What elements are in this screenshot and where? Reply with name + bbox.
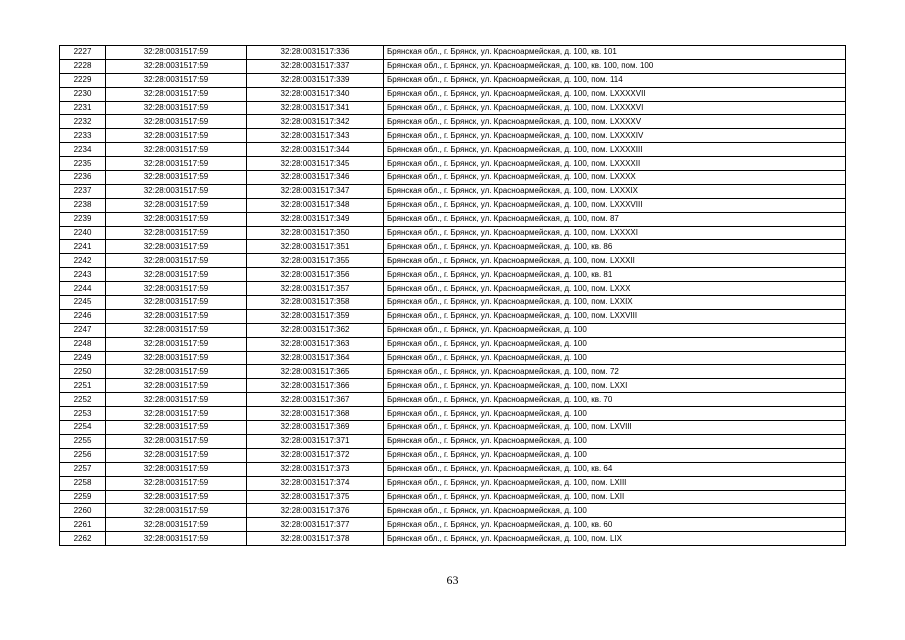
cadastral-number: 32:28:0031517:363	[247, 337, 384, 351]
address: Брянская обл., г. Брянск, ул. Красноармейская, д. 100, пом. LXXVIII	[384, 309, 846, 323]
address: Брянская обл., г. Брянск, ул. Красноармейская, д. 100, пом. LXXXVIII	[384, 198, 846, 212]
row-number: 2227	[60, 46, 106, 60]
row-number: 2236	[60, 171, 106, 185]
row-number: 2239	[60, 212, 106, 226]
row-number: 2234	[60, 143, 106, 157]
cadastral-number: 32:28:0031517:376	[247, 504, 384, 518]
table-row	[60, 337, 846, 351]
row-number: 2240	[60, 226, 106, 240]
table-row	[60, 476, 846, 490]
parent-cadastral-number: 32:28:0031517:59	[106, 171, 247, 185]
address: Брянская обл., г. Брянск, ул. Красноармейская, д. 100, пом. LXXXXVI	[384, 101, 846, 115]
table-row	[60, 490, 846, 504]
parent-cadastral-number: 32:28:0031517:59	[106, 87, 247, 101]
cadastral-number: 32:28:0031517:373	[247, 462, 384, 476]
parent-cadastral-number: 32:28:0031517:59	[106, 351, 247, 365]
address: Брянская обл., г. Брянск, ул. Красноармейская, д. 100, пом. LXXIX	[384, 296, 846, 310]
parent-cadastral-number: 32:28:0031517:59	[106, 73, 247, 87]
parent-cadastral-number: 32:28:0031517:59	[106, 462, 247, 476]
parent-cadastral-number: 32:28:0031517:59	[106, 226, 247, 240]
row-number: 2241	[60, 240, 106, 254]
row-number: 2232	[60, 115, 106, 129]
table-row	[60, 184, 846, 198]
parent-cadastral-number: 32:28:0031517:59	[106, 115, 247, 129]
address: Брянская обл., г. Брянск, ул. Красноармейская, д. 100, пом. LXXXXIII	[384, 143, 846, 157]
cadastral-number: 32:28:0031517:377	[247, 518, 384, 532]
address: Брянская обл., г. Брянск, ул. Красноармейская, д. 100, пом. LXIII	[384, 476, 846, 490]
parent-cadastral-number: 32:28:0031517:59	[106, 268, 247, 282]
cadastral-number: 32:28:0031517:345	[247, 157, 384, 171]
table-row	[60, 226, 846, 240]
address: Брянская обл., г. Брянск, ул. Красноармейская, д. 100	[384, 351, 846, 365]
parent-cadastral-number: 32:28:0031517:59	[106, 282, 247, 296]
row-number: 2260	[60, 504, 106, 518]
cadastral-number: 32:28:0031517:355	[247, 254, 384, 268]
row-number: 2247	[60, 323, 106, 337]
registry-sheet	[59, 45, 845, 546]
address: Брянская обл., г. Брянск, ул. Красноармейская, д. 100	[384, 407, 846, 421]
table-row	[60, 101, 846, 115]
address: Брянская обл., г. Брянск, ул. Красноармейская, д. 100, пом. 72	[384, 365, 846, 379]
row-number: 2262	[60, 532, 106, 546]
registry-table	[59, 45, 846, 546]
table-row	[60, 421, 846, 435]
address: Брянская обл., г. Брянск, ул. Красноармейская, д. 100, пом. LXXXXI	[384, 226, 846, 240]
parent-cadastral-number: 32:28:0031517:59	[106, 365, 247, 379]
parent-cadastral-number: 32:28:0031517:59	[106, 184, 247, 198]
address: Брянская обл., г. Брянск, ул. Красноармейская, д. 100, пом. LXXXXVII	[384, 87, 846, 101]
table-row	[60, 393, 846, 407]
cadastral-number: 32:28:0031517:346	[247, 171, 384, 185]
parent-cadastral-number: 32:28:0031517:59	[106, 421, 247, 435]
address: Брянская обл., г. Брянск, ул. Красноармейская, д. 100, пом. LXII	[384, 490, 846, 504]
table-row	[60, 87, 846, 101]
cadastral-number: 32:28:0031517:337	[247, 59, 384, 73]
row-number: 2254	[60, 421, 106, 435]
row-number: 2230	[60, 87, 106, 101]
cadastral-number: 32:28:0031517:341	[247, 101, 384, 115]
row-number: 2246	[60, 309, 106, 323]
parent-cadastral-number: 32:28:0031517:59	[106, 532, 247, 546]
cadastral-number: 32:28:0031517:339	[247, 73, 384, 87]
address: Брянская обл., г. Брянск, ул. Красноармейская, д. 100	[384, 504, 846, 518]
parent-cadastral-number: 32:28:0031517:59	[106, 143, 247, 157]
table-row	[60, 254, 846, 268]
address: Брянская обл., г. Брянск, ул. Красноармейская, д. 100, пом. LXXXXV	[384, 115, 846, 129]
cadastral-number: 32:28:0031517:368	[247, 407, 384, 421]
cadastral-number: 32:28:0031517:367	[247, 393, 384, 407]
address: Брянская обл., г. Брянск, ул. Красноармейская, д. 100, кв. 60	[384, 518, 846, 532]
cadastral-number: 32:28:0031517:348	[247, 198, 384, 212]
registry-table-body	[60, 46, 846, 546]
table-row	[60, 532, 846, 546]
parent-cadastral-number: 32:28:0031517:59	[106, 240, 247, 254]
cadastral-number: 32:28:0031517:336	[247, 46, 384, 60]
parent-cadastral-number: 32:28:0031517:59	[106, 434, 247, 448]
row-number: 2261	[60, 518, 106, 532]
table-row	[60, 198, 846, 212]
parent-cadastral-number: 32:28:0031517:59	[106, 448, 247, 462]
address: Брянская обл., г. Брянск, ул. Красноармейская, д. 100, пом. LXXXXII	[384, 157, 846, 171]
cadastral-number: 32:28:0031517:374	[247, 476, 384, 490]
row-number: 2250	[60, 365, 106, 379]
table-row	[60, 365, 846, 379]
cadastral-number: 32:28:0031517:347	[247, 184, 384, 198]
parent-cadastral-number: 32:28:0031517:59	[106, 212, 247, 226]
parent-cadastral-number: 32:28:0031517:59	[106, 198, 247, 212]
table-row	[60, 518, 846, 532]
table-row	[60, 434, 846, 448]
row-number: 2235	[60, 157, 106, 171]
cadastral-number: 32:28:0031517:357	[247, 282, 384, 296]
table-row	[60, 268, 846, 282]
table-row	[60, 309, 846, 323]
cadastral-number: 32:28:0031517:371	[247, 434, 384, 448]
table-row	[60, 379, 846, 393]
cadastral-number: 32:28:0031517:356	[247, 268, 384, 282]
row-number: 2228	[60, 59, 106, 73]
address: Брянская обл., г. Брянск, ул. Красноармейская, д. 100, пом. LXXXIX	[384, 184, 846, 198]
table-row	[60, 46, 846, 60]
address: Брянская обл., г. Брянск, ул. Красноармейская, д. 100	[384, 337, 846, 351]
row-number: 2258	[60, 476, 106, 490]
parent-cadastral-number: 32:28:0031517:59	[106, 393, 247, 407]
row-number: 2231	[60, 101, 106, 115]
cadastral-number: 32:28:0031517:372	[247, 448, 384, 462]
table-row	[60, 129, 846, 143]
row-number: 2256	[60, 448, 106, 462]
cadastral-number: 32:28:0031517:342	[247, 115, 384, 129]
row-number: 2249	[60, 351, 106, 365]
table-row	[60, 143, 846, 157]
cadastral-number: 32:28:0031517:378	[247, 532, 384, 546]
page-number: 63	[446, 573, 459, 587]
address: Брянская обл., г. Брянск, ул. Красноармейская, д. 100, пом. LXXX	[384, 282, 846, 296]
parent-cadastral-number: 32:28:0031517:59	[106, 101, 247, 115]
parent-cadastral-number: 32:28:0031517:59	[106, 46, 247, 60]
address: Брянская обл., г. Брянск, ул. Красноармейская, д. 100, кв. 86	[384, 240, 846, 254]
parent-cadastral-number: 32:28:0031517:59	[106, 309, 247, 323]
row-number: 2233	[60, 129, 106, 143]
table-row	[60, 504, 846, 518]
cadastral-number: 32:28:0031517:364	[247, 351, 384, 365]
address: Брянская обл., г. Брянск, ул. Красноармейская, д. 100, кв. 101	[384, 46, 846, 60]
row-number: 2243	[60, 268, 106, 282]
row-number: 2248	[60, 337, 106, 351]
parent-cadastral-number: 32:28:0031517:59	[106, 59, 247, 73]
cadastral-number: 32:28:0031517:369	[247, 421, 384, 435]
parent-cadastral-number: 32:28:0031517:59	[106, 323, 247, 337]
address: Брянская обл., г. Брянск, ул. Красноармейская, д. 100, пом. LXXXXIV	[384, 129, 846, 143]
row-number: 2252	[60, 393, 106, 407]
table-row	[60, 73, 846, 87]
address: Брянская обл., г. Брянск, ул. Красноармейская, д. 100	[384, 448, 846, 462]
row-number: 2257	[60, 462, 106, 476]
row-number: 2259	[60, 490, 106, 504]
table-row	[60, 407, 846, 421]
table-row	[60, 296, 846, 310]
row-number: 2229	[60, 73, 106, 87]
row-number: 2242	[60, 254, 106, 268]
parent-cadastral-number: 32:28:0031517:59	[106, 129, 247, 143]
row-number: 2244	[60, 282, 106, 296]
address: Брянская обл., г. Брянск, ул. Красноармейская, д. 100	[384, 434, 846, 448]
address: Брянская обл., г. Брянск, ул. Красноармейская, д. 100, кв. 81	[384, 268, 846, 282]
row-number: 2251	[60, 379, 106, 393]
parent-cadastral-number: 32:28:0031517:59	[106, 504, 247, 518]
parent-cadastral-number: 32:28:0031517:59	[106, 254, 247, 268]
parent-cadastral-number: 32:28:0031517:59	[106, 337, 247, 351]
table-row	[60, 240, 846, 254]
address: Брянская обл., г. Брянск, ул. Красноармейская, д. 100, пом. 114	[384, 73, 846, 87]
parent-cadastral-number: 32:28:0031517:59	[106, 296, 247, 310]
address: Брянская обл., г. Брянск, ул. Красноармейская, д. 100, кв. 70	[384, 393, 846, 407]
cadastral-number: 32:28:0031517:343	[247, 129, 384, 143]
parent-cadastral-number: 32:28:0031517:59	[106, 379, 247, 393]
address: Брянская обл., г. Брянск, ул. Красноармейская, д. 100, пом. LXVIII	[384, 421, 846, 435]
cadastral-number: 32:28:0031517:359	[247, 309, 384, 323]
row-number: 2255	[60, 434, 106, 448]
row-number: 2238	[60, 198, 106, 212]
cadastral-number: 32:28:0031517:358	[247, 296, 384, 310]
cadastral-number: 32:28:0031517:375	[247, 490, 384, 504]
parent-cadastral-number: 32:28:0031517:59	[106, 518, 247, 532]
cadastral-number: 32:28:0031517:350	[247, 226, 384, 240]
cadastral-number: 32:28:0031517:366	[247, 379, 384, 393]
table-row	[60, 351, 846, 365]
table-row	[60, 59, 846, 73]
table-row	[60, 212, 846, 226]
parent-cadastral-number: 32:28:0031517:59	[106, 157, 247, 171]
cadastral-number: 32:28:0031517:349	[247, 212, 384, 226]
address: Брянская обл., г. Брянск, ул. Красноармейская, д. 100, пом. LXXI	[384, 379, 846, 393]
table-row	[60, 323, 846, 337]
parent-cadastral-number: 32:28:0031517:59	[106, 476, 247, 490]
address: Брянская обл., г. Брянск, ул. Красноармейская, д. 100, кв. 64	[384, 462, 846, 476]
cadastral-number: 32:28:0031517:365	[247, 365, 384, 379]
row-number: 2253	[60, 407, 106, 421]
row-number: 2245	[60, 296, 106, 310]
cadastral-number: 32:28:0031517:344	[247, 143, 384, 157]
parent-cadastral-number: 32:28:0031517:59	[106, 490, 247, 504]
table-row	[60, 157, 846, 171]
table-row	[60, 115, 846, 129]
address: Брянская обл., г. Брянск, ул. Красноармейская, д. 100, пом. LXXXX	[384, 171, 846, 185]
row-number: 2237	[60, 184, 106, 198]
address: Брянская обл., г. Брянск, ул. Красноармейская, д. 100, пом. 87	[384, 212, 846, 226]
cadastral-number: 32:28:0031517:351	[247, 240, 384, 254]
table-row	[60, 462, 846, 476]
address: Брянская обл., г. Брянск, ул. Красноармейская, д. 100, пом. LIX	[384, 532, 846, 546]
parent-cadastral-number: 32:28:0031517:59	[106, 407, 247, 421]
address: Брянская обл., г. Брянск, ул. Красноармейская, д. 100, пом. LXXXII	[384, 254, 846, 268]
table-row	[60, 282, 846, 296]
cadastral-number: 32:28:0031517:340	[247, 87, 384, 101]
address: Брянская обл., г. Брянск, ул. Красноармейская, д. 100, кв. 100, пом. 100	[384, 59, 846, 73]
cadastral-number: 32:28:0031517:362	[247, 323, 384, 337]
address: Брянская обл., г. Брянск, ул. Красноармейская, д. 100	[384, 323, 846, 337]
table-row	[60, 171, 846, 185]
table-row	[60, 448, 846, 462]
